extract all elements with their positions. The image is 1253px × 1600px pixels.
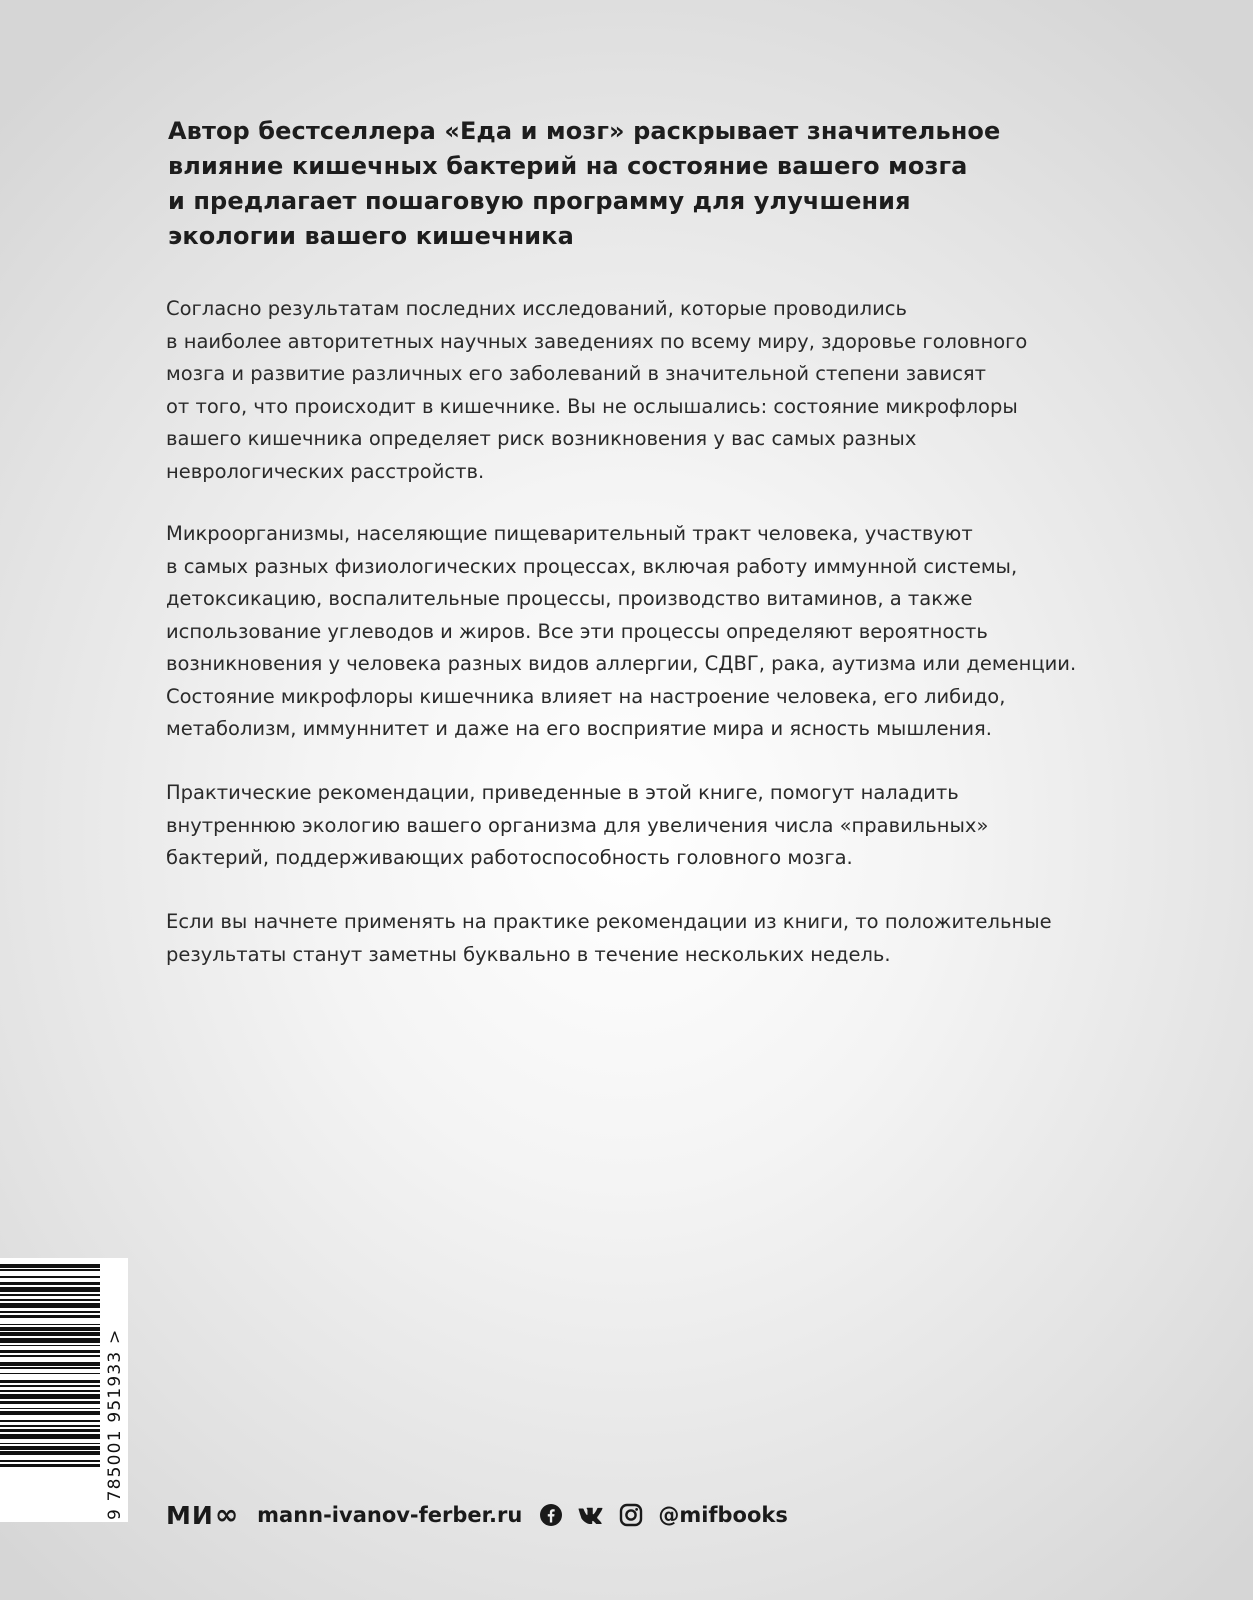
website-link[interactable]: mann-ivanov-ferber.ru [257,1503,523,1527]
barcode-bar [0,1355,100,1357]
barcode-bar [0,1401,100,1405]
barcode-bar [0,1385,100,1387]
headline-line: влияние кишечных бактерий на состояние вашего мозга [168,152,968,180]
paragraph-line: вашего кишечника определяет риск возникновения у вас самых разных [166,427,917,450]
footer [166,1498,788,1532]
barcode-bar [0,1411,100,1415]
paragraph-line: от того, что происходит в кишечнике. Вы не ослышались: состояние микрофлоры [166,394,1018,418]
paragraph-line: детоксикацию, воспалительные процессы, производство витаминов, а также [166,587,973,610]
barcode-bar [0,1443,100,1445]
paragraph-recommendations [166,777,1126,875]
barcode-bar [0,1294,100,1296]
headline [168,114,1128,254]
social-icons [538,1502,658,1528]
headline-line: и предлагает пошаговую программу для улучшения [168,187,911,215]
barcode-bar [0,1315,100,1319]
barcode-bar [0,1311,100,1313]
barcode-bar [0,1425,100,1427]
headline-line: экологии вашего кишечника [168,222,574,250]
vk-icon[interactable] [578,1502,604,1528]
isbn-barcode [0,1258,128,1522]
barcode-bar [0,1373,100,1375]
paragraph-line: Практические рекомендации, приведенные в этой книге, помогут наладить [166,781,959,804]
paragraph-line: внутреннюю экологию вашего организма для увеличения числа «правильных» [166,813,989,837]
paragraph-line: возникновения у человека разных видов аллергии, СДВГ, рака, аутизма или деменции. [166,652,1077,675]
paragraph-line: метаболизм, иммуннитет и даже на его восприятие мира и ясность мышления. [166,717,992,740]
barcode-bar [0,1264,100,1268]
barcode-bar [0,1460,100,1462]
barcode-bar [0,1332,100,1336]
barcode-bar [0,1367,100,1369]
barcode-bar [0,1282,100,1286]
barcode-bar [0,1338,100,1343]
paragraph-line: мозга и развитие различных его заболеваний в значительной степени зависят [166,362,986,385]
barcode-bar [0,1464,100,1468]
paragraph-line: неврологических расстройств. [166,459,485,483]
paragraph-line: Состояние микрофлоры кишечника влияет на настроение человека, его либидо, [166,684,1006,708]
paragraph-line: бактерий, поддерживающих работоспособность головного мозга. [166,846,853,869]
barcode-bar [0,1434,100,1439]
barcode-bar [0,1408,100,1410]
publisher-logo [166,1498,240,1531]
barcode-bar [0,1276,100,1278]
barcode-bar [0,1429,100,1433]
barcode-bar [0,1269,100,1271]
barcode-bar [0,1446,100,1450]
paragraph-microorganisms [166,518,1126,746]
paragraph-line: Если вы начнете применять на практике рекомендации из книги, то положительные [166,910,1052,933]
headline-line: Автор бестселлера «Еда и мозг» раскрывает значительное [168,117,1001,145]
paragraph-line: Согласно результатам последних исследований, которые проводились [166,297,907,320]
paragraph-results [166,906,1126,971]
barcode-bar [0,1345,100,1347]
barcode-bar [0,1451,100,1455]
barcode-bar [0,1287,100,1292]
barcode-bar [0,1390,100,1392]
barcode-bar [0,1299,100,1301]
barcode-digits: 9 785001 951933 > [105,1328,125,1520]
facebook-icon[interactable] [538,1502,564,1528]
barcode-bars [0,1264,100,1516]
barcode-bar [0,1327,100,1331]
barcode-bar [0,1324,100,1326]
paragraph-line: результаты станут заметны буквально в течение нескольких недель. [166,942,891,966]
logo-text: МИ [166,1500,214,1530]
paragraph-line: в наиболее авторитетных научных заведениях по всему миру, здоровье головного [166,329,1028,353]
instagram-icon[interactable] [618,1502,644,1528]
barcode-bar [0,1350,100,1354]
barcode-bar [0,1394,100,1399]
barcode-bar [0,1380,100,1384]
barcode-bar [0,1362,100,1366]
barcode-bar [0,1303,100,1308]
paragraph-line: Микроорганизмы, населяющие пищеварительный тракт человека, участвуют [166,522,973,545]
barcode-bar [0,1420,100,1422]
social-handle[interactable]: @mifbooks [658,1503,788,1527]
paragraph-line: использование углеводов и жиров. Все эти процессы определяют вероятность [166,619,988,643]
logo-symbol: ∞ [214,1498,240,1531]
paragraph-line: в самых разных физиологических процессах, включая работу иммунной системы, [166,554,1018,578]
paragraph-research [166,293,1126,488]
